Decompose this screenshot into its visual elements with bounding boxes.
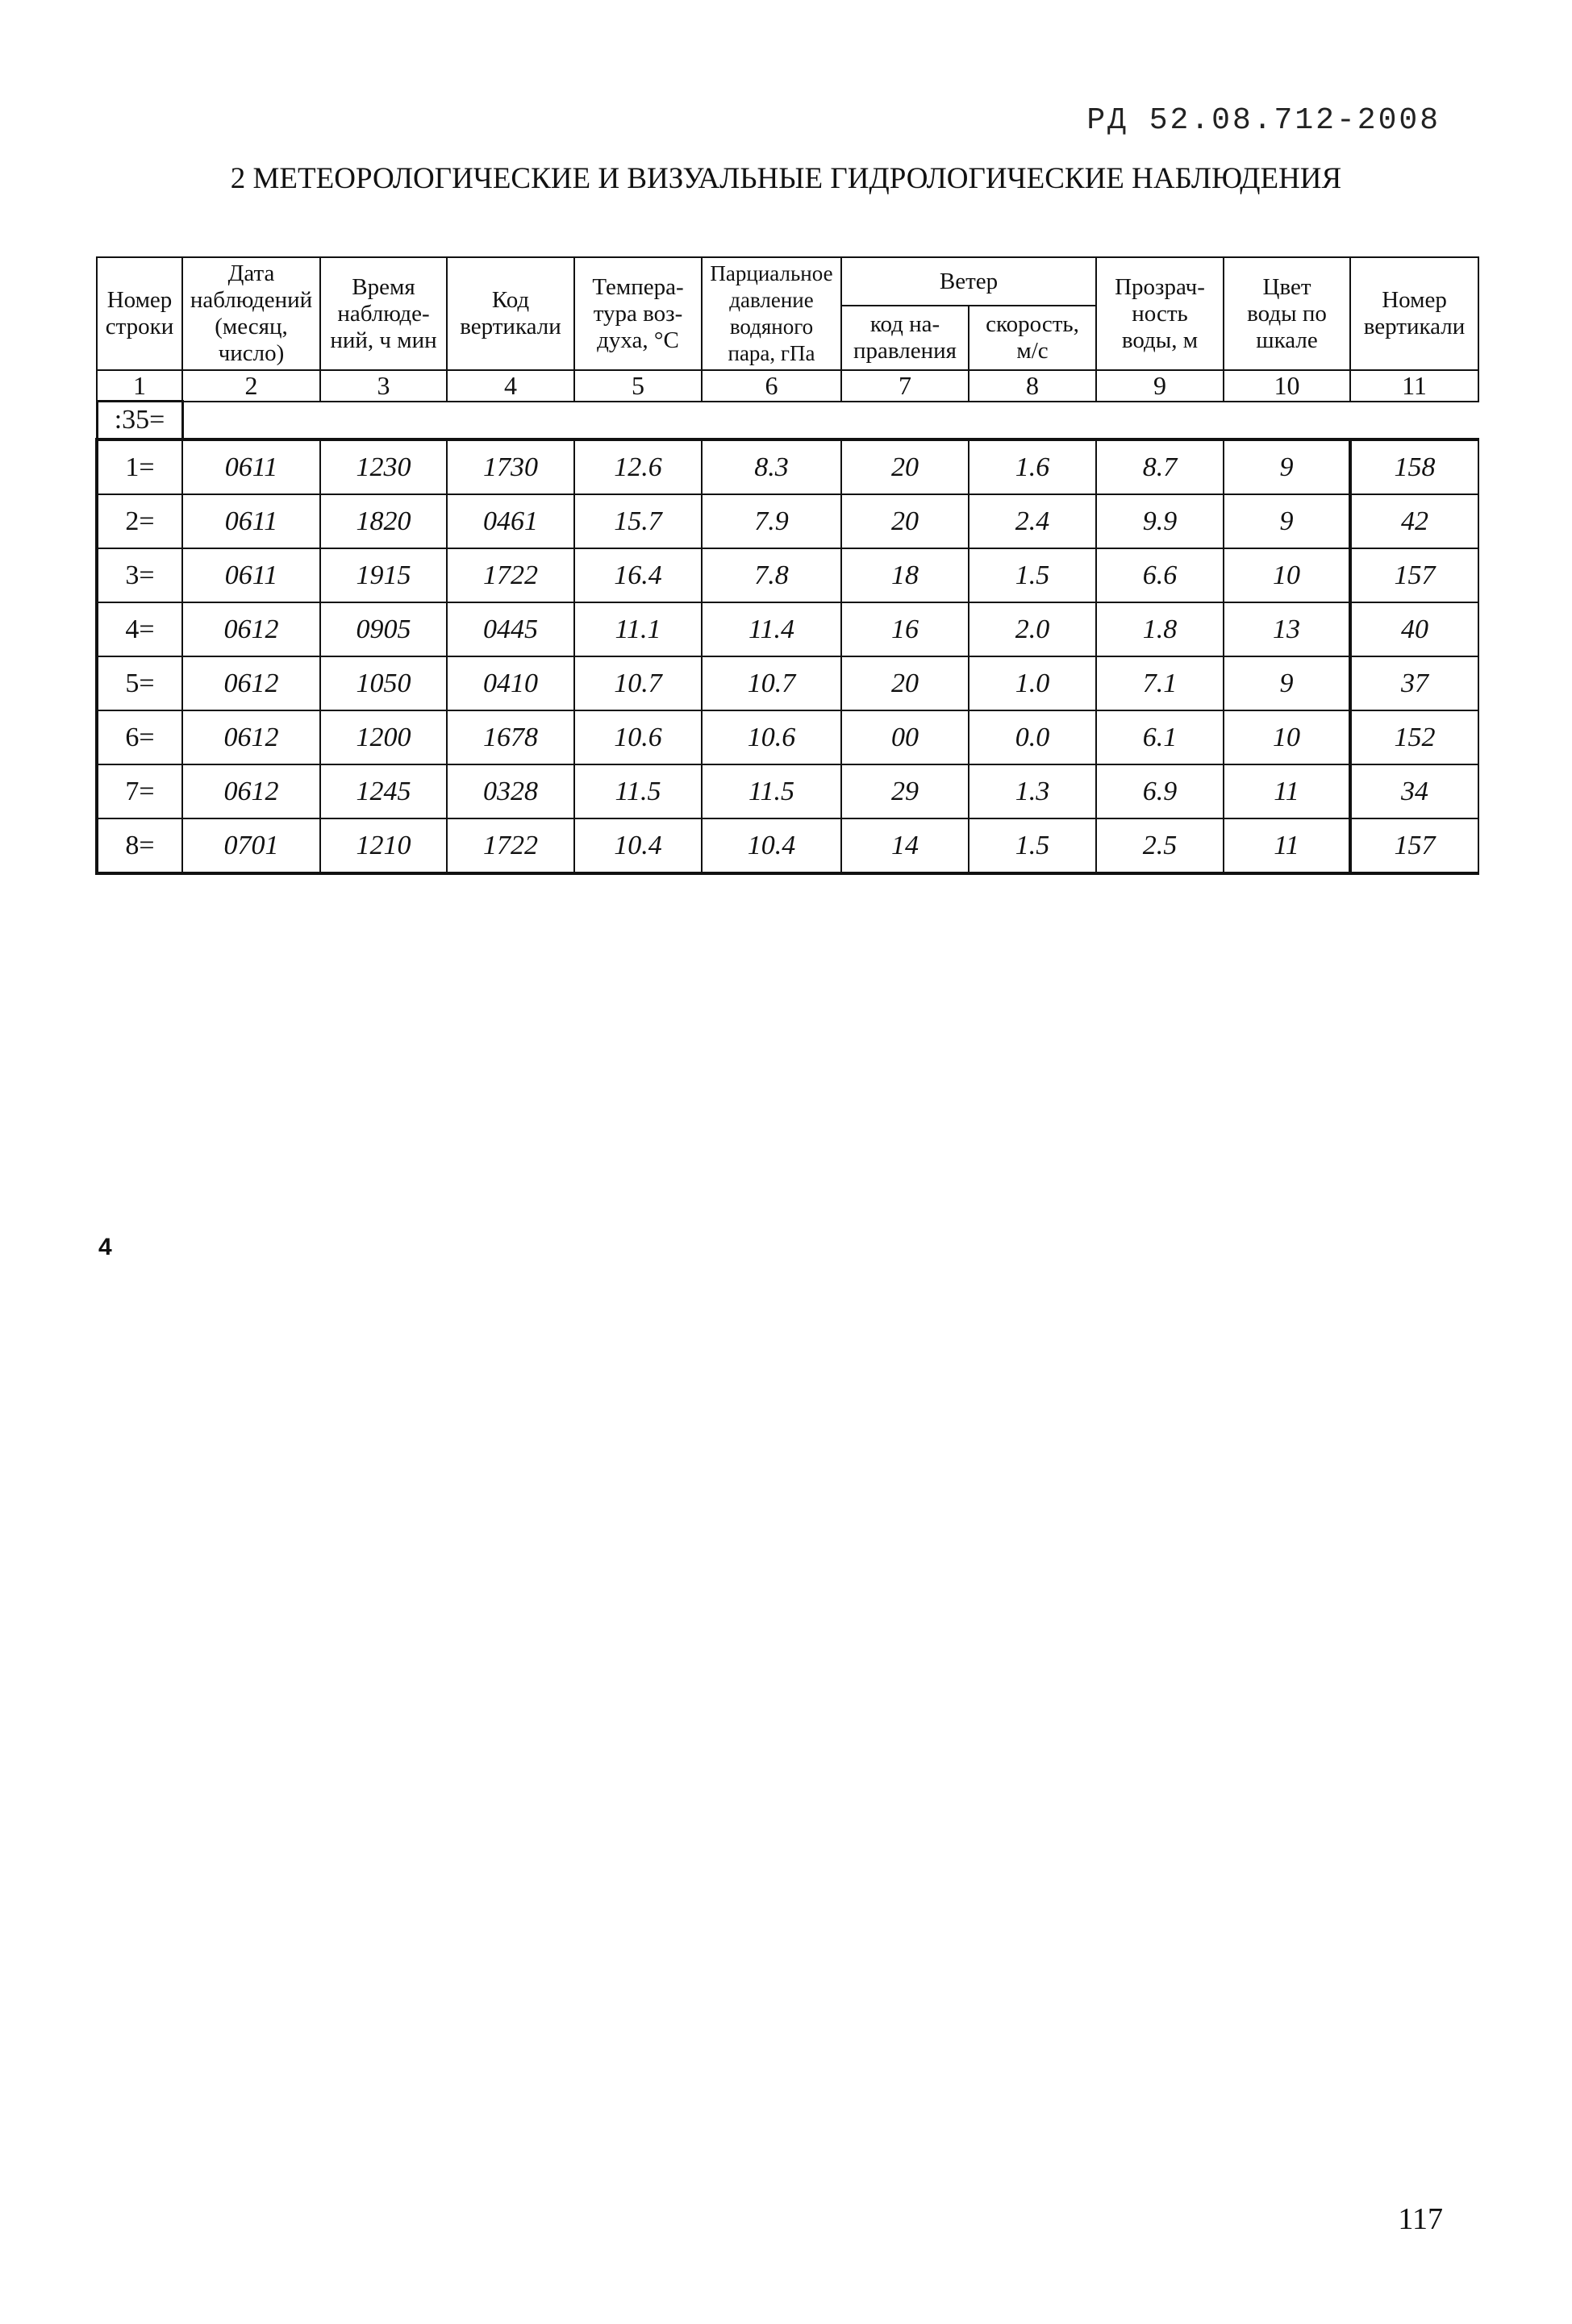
transparency-cell: 6.6 <box>1096 548 1224 602</box>
transparency-cell: 6.9 <box>1096 764 1224 818</box>
vertical-code-cell: 0461 <box>447 494 574 548</box>
wind-speed-cell: 2.0 <box>969 602 1096 656</box>
vapor-pressure-cell: 7.9 <box>702 494 841 548</box>
section-title: 2 МЕТЕОРОЛОГИЧЕСКИЕ И ВИЗУАЛЬНЫЕ ГИДРОЛОГИЧЕСКИЕ НАБЛЮДЕНИЯ <box>230 162 1342 195</box>
transparency-cell: 2.5 <box>1096 818 1224 873</box>
wind-direction-cell: 00 <box>841 710 969 764</box>
air-temperature-cell: 11.1 <box>574 602 702 656</box>
column-number-6: 6 <box>702 370 841 402</box>
vertical-code-cell: 1730 <box>447 439 574 494</box>
vapor-pressure-cell: 10.4 <box>702 818 841 873</box>
page-number: 117 <box>1398 2202 1443 2236</box>
time-cell: 1230 <box>320 439 447 494</box>
vertical-number-cell: 40 <box>1350 602 1478 656</box>
vapor-pressure-cell: 7.8 <box>702 548 841 602</box>
water-color-cell: 9 <box>1224 656 1350 710</box>
water-color-cell: 11 <box>1224 764 1350 818</box>
vertical-code-cell: 0410 <box>447 656 574 710</box>
vapor-pressure-cell: 8.3 <box>702 439 841 494</box>
vertical-code-cell: 0328 <box>447 764 574 818</box>
vertical-number-cell: 158 <box>1350 439 1478 494</box>
wind-speed-cell: 1.5 <box>969 548 1096 602</box>
row-number: 4= <box>97 602 182 656</box>
vapor-pressure-cell: 10.6 <box>702 710 841 764</box>
block-marker-spacer <box>182 402 1478 440</box>
document-code: РД 52.08.712-2008 <box>1086 103 1441 138</box>
water-color-cell: 9 <box>1224 439 1350 494</box>
vertical-number-cell: 152 <box>1350 710 1478 764</box>
column-number-7: 7 <box>841 370 969 402</box>
vapor-pressure-cell: 11.5 <box>702 764 841 818</box>
water-color-cell: 10 <box>1224 548 1350 602</box>
date-cell: 0612 <box>182 602 320 656</box>
header-row-number: Номер строки <box>97 257 182 370</box>
observations-body <box>97 439 1478 873</box>
transparency-cell: 1.8 <box>1096 602 1224 656</box>
row-number: 6= <box>97 710 182 764</box>
vertical-code-cell: 1678 <box>447 710 574 764</box>
header-time: Время наблюде- ний, ч мин <box>320 257 447 370</box>
header-vapor-pressure: Парциальное давление водяного пара, гПа <box>702 257 841 370</box>
header-vertical-number: Номер вертикали <box>1350 257 1478 370</box>
column-number-2: 2 <box>182 370 320 402</box>
time-cell: 1200 <box>320 710 447 764</box>
date-cell: 0611 <box>182 494 320 548</box>
column-number-row <box>97 370 1478 402</box>
wind-direction-cell: 18 <box>841 548 969 602</box>
air-temperature-cell: 12.6 <box>574 439 702 494</box>
column-number-9: 9 <box>1096 370 1224 402</box>
wind-speed-cell: 2.4 <box>969 494 1096 548</box>
date-cell: 0612 <box>182 764 320 818</box>
vertical-code-cell: 1722 <box>447 818 574 873</box>
column-number-1: 1 <box>97 370 182 402</box>
time-cell: 1245 <box>320 764 447 818</box>
wind-speed-cell: 1.0 <box>969 656 1096 710</box>
header-wind-direction: код на- правления <box>841 306 969 370</box>
row-number: 2= <box>97 494 182 548</box>
header-date: Дата наблюдений (месяц, число) <box>182 257 320 370</box>
row-number: 8= <box>97 818 182 873</box>
column-number-3: 3 <box>320 370 447 402</box>
wind-speed-cell: 0.0 <box>969 710 1096 764</box>
row-number: 5= <box>97 656 182 710</box>
table-row <box>97 818 1478 873</box>
vertical-number-cell: 157 <box>1350 818 1478 873</box>
date-cell: 0612 <box>182 710 320 764</box>
air-temperature-cell: 10.6 <box>574 710 702 764</box>
vapor-pressure-cell: 10.7 <box>702 656 841 710</box>
air-temperature-cell: 10.7 <box>574 656 702 710</box>
header-wind: Ветер <box>841 257 1096 306</box>
air-temperature-cell: 15.7 <box>574 494 702 548</box>
table-row <box>97 548 1478 602</box>
wind-direction-cell: 16 <box>841 602 969 656</box>
wind-speed-cell: 1.6 <box>969 439 1096 494</box>
air-temperature-cell: 11.5 <box>574 764 702 818</box>
vertical-number-cell: 157 <box>1350 548 1478 602</box>
water-color-cell: 9 <box>1224 494 1350 548</box>
column-number-5: 5 <box>574 370 702 402</box>
row-number: 7= <box>97 764 182 818</box>
wind-direction-cell: 29 <box>841 764 969 818</box>
air-temperature-cell: 16.4 <box>574 548 702 602</box>
row-number: 1= <box>97 439 182 494</box>
date-cell: 0612 <box>182 656 320 710</box>
row-number: 3= <box>97 548 182 602</box>
wind-speed-cell: 1.3 <box>969 764 1096 818</box>
vertical-number-cell: 42 <box>1350 494 1478 548</box>
observations-table <box>95 256 1479 875</box>
water-color-cell: 10 <box>1224 710 1350 764</box>
block-marker: :35= <box>97 402 182 440</box>
water-color-cell: 11 <box>1224 818 1350 873</box>
header-transparency: Прозрач- ность воды, м <box>1096 257 1224 370</box>
table-row <box>97 494 1478 548</box>
table-row <box>97 439 1478 494</box>
header-air-temperature: Темпера- тура воз- духа, °С <box>574 257 702 370</box>
margin-mark: 4 <box>98 1234 112 1260</box>
transparency-cell: 9.9 <box>1096 494 1224 548</box>
column-number-11: 11 <box>1350 370 1478 402</box>
vertical-code-cell: 1722 <box>447 548 574 602</box>
block-marker-row <box>97 402 1478 440</box>
header-row-top <box>97 257 1478 306</box>
air-temperature-cell: 10.4 <box>574 818 702 873</box>
vapor-pressure-cell: 11.4 <box>702 602 841 656</box>
wind-speed-cell: 1.5 <box>969 818 1096 873</box>
wind-direction-cell: 20 <box>841 439 969 494</box>
column-number-10: 10 <box>1224 370 1350 402</box>
column-number-4: 4 <box>447 370 574 402</box>
time-cell: 1050 <box>320 656 447 710</box>
transparency-cell: 8.7 <box>1096 439 1224 494</box>
table-row <box>97 764 1478 818</box>
vertical-code-cell: 0445 <box>447 602 574 656</box>
time-cell: 1210 <box>320 818 447 873</box>
wind-direction-cell: 14 <box>841 818 969 873</box>
table-row <box>97 710 1478 764</box>
water-color-cell: 13 <box>1224 602 1350 656</box>
vertical-number-cell: 37 <box>1350 656 1478 710</box>
vertical-number-cell: 34 <box>1350 764 1478 818</box>
table-row <box>97 602 1478 656</box>
header-wind-speed: скорость, м/с <box>969 306 1096 370</box>
column-number-8: 8 <box>969 370 1096 402</box>
time-cell: 0905 <box>320 602 447 656</box>
transparency-cell: 6.1 <box>1096 710 1224 764</box>
date-cell: 0611 <box>182 548 320 602</box>
wind-direction-cell: 20 <box>841 494 969 548</box>
transparency-cell: 7.1 <box>1096 656 1224 710</box>
header-water-color: Цвет воды по шкале <box>1224 257 1350 370</box>
header-vertical-code: Код вертикали <box>447 257 574 370</box>
date-cell: 0701 <box>182 818 320 873</box>
table-row <box>97 656 1478 710</box>
date-cell: 0611 <box>182 439 320 494</box>
time-cell: 1915 <box>320 548 447 602</box>
wind-direction-cell: 20 <box>841 656 969 710</box>
time-cell: 1820 <box>320 494 447 548</box>
